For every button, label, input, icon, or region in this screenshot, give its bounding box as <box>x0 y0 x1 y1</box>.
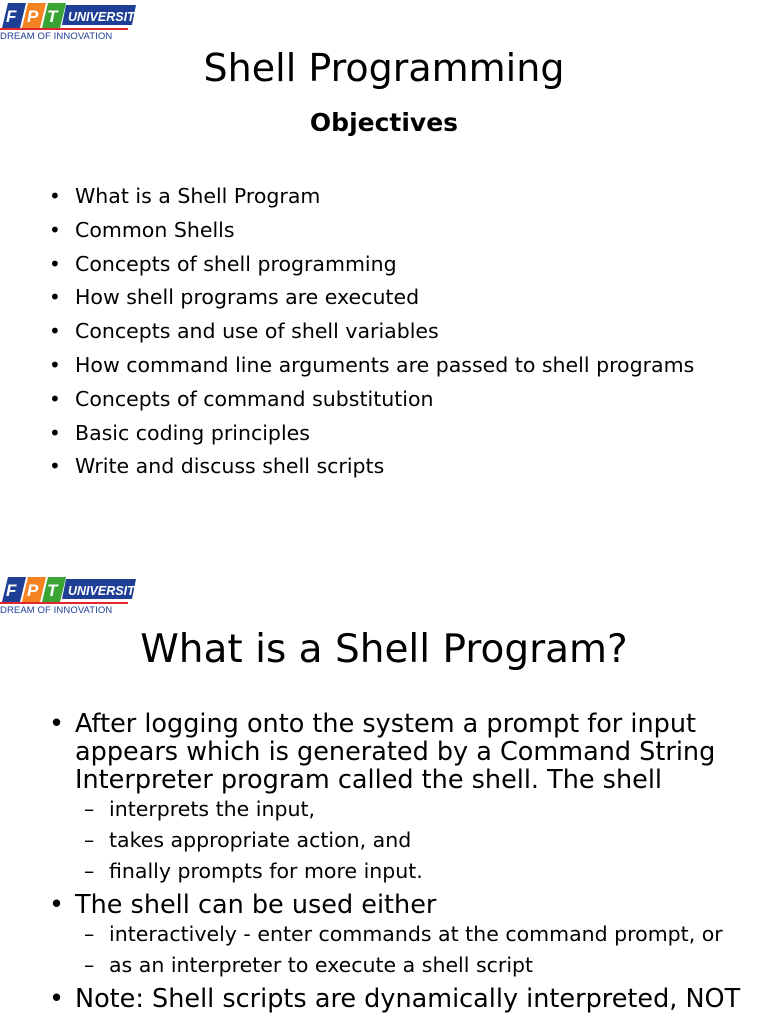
bullet-point <box>48 985 748 1013</box>
bullet-icon: • <box>49 420 61 445</box>
bullet-text: Note: Shell scripts are dynamically interpreted, NOT <box>75 984 741 1014</box>
bullet-icon: • <box>49 352 61 377</box>
fpt-university-logo <box>0 0 138 44</box>
slide-what-is-shell <box>0 574 768 1024</box>
svg-text:T: T <box>47 581 58 600</box>
slide-title: What is a Shell Program? <box>140 627 628 672</box>
dash-icon: – <box>84 953 95 977</box>
svg-text:F: F <box>6 581 17 600</box>
list-item-text: How shell programs are executed <box>75 285 420 310</box>
objectives-list <box>48 180 694 484</box>
sub-bullet-item <box>48 860 748 882</box>
sub-bullet-text: finally prompts for more input. <box>109 859 423 883</box>
list-item <box>48 315 694 349</box>
bullet-icon: • <box>49 386 61 411</box>
dash-icon: – <box>84 828 95 852</box>
list-item <box>48 349 694 383</box>
list-item <box>48 214 694 248</box>
bullet-icon: • <box>49 890 65 920</box>
sub-bullet-item <box>48 829 748 851</box>
dash-icon: – <box>84 922 95 946</box>
svg-text:P: P <box>27 581 39 600</box>
list-item-text: Concepts and use of shell variables <box>75 319 439 344</box>
sub-bullet-item <box>48 954 748 976</box>
list-item-text: Concepts of shell programming <box>75 251 397 276</box>
bullet-icon: • <box>49 709 65 739</box>
slide-subtitle: Objectives <box>309 108 459 137</box>
bullet-icon: • <box>49 184 61 208</box>
logo-tagline: DREAM OF INNOVATION <box>0 31 113 42</box>
bullet-icon: • <box>49 454 61 479</box>
fpt-logo-mark <box>0 574 138 606</box>
slide-body <box>48 710 748 1013</box>
list-item-text: Common Shells <box>75 217 235 242</box>
bullet-point <box>48 710 748 794</box>
sub-bullet-item <box>48 923 748 945</box>
list-item <box>48 417 694 451</box>
svg-text:P: P <box>27 7 39 26</box>
bullet-text: After logging onto the system a prompt for input appears which is generated by a Command String Interpreter program called the shell. The shell <box>75 709 716 795</box>
list-item-text: What is a Shell Program <box>75 184 321 208</box>
sub-bullet-item <box>48 798 748 820</box>
sub-bullet-list <box>48 798 748 882</box>
svg-text:UNIVERSITY: UNIVERSITY <box>68 10 138 24</box>
list-item <box>48 450 694 484</box>
list-item <box>48 383 694 417</box>
sub-bullet-text: interactively - enter commands at the command prompt, or <box>109 922 723 946</box>
list-item-text: How command line arguments are passed to shell programs <box>75 352 695 377</box>
sub-bullet-text: takes appropriate action, and <box>109 828 412 852</box>
bullet-icon: • <box>49 319 61 344</box>
sub-bullet-list <box>48 923 748 976</box>
dash-icon: – <box>84 797 95 821</box>
bullet-icon: • <box>49 984 65 1014</box>
bullet-icon: • <box>49 251 61 276</box>
dash-icon: – <box>84 859 95 883</box>
bullet-text: The shell can be used either <box>75 890 437 920</box>
slide-title: Shell Programming <box>203 46 565 90</box>
list-item <box>48 180 694 214</box>
list-item <box>48 248 694 282</box>
bullet-icon: • <box>49 217 61 242</box>
svg-text:T: T <box>47 7 58 26</box>
logo-tagline: DREAM OF INNOVATION <box>0 605 113 616</box>
list-item-text: Concepts of command substitution <box>75 386 434 411</box>
sub-bullet-text: interprets the input, <box>109 797 316 821</box>
list-item-text: Basic coding principles <box>75 420 310 445</box>
fpt-logo-mark <box>0 0 138 32</box>
bullet-point <box>48 891 748 919</box>
bullet-icon: • <box>49 285 61 310</box>
sub-bullet-text: as an interpreter to execute a shell script <box>109 953 534 977</box>
list-item <box>48 281 694 315</box>
fpt-university-logo <box>0 574 138 618</box>
svg-text:F: F <box>6 7 17 26</box>
list-item-text: Write and discuss shell scripts <box>75 454 385 479</box>
svg-text:UNIVERSITY: UNIVERSITY <box>68 584 138 598</box>
